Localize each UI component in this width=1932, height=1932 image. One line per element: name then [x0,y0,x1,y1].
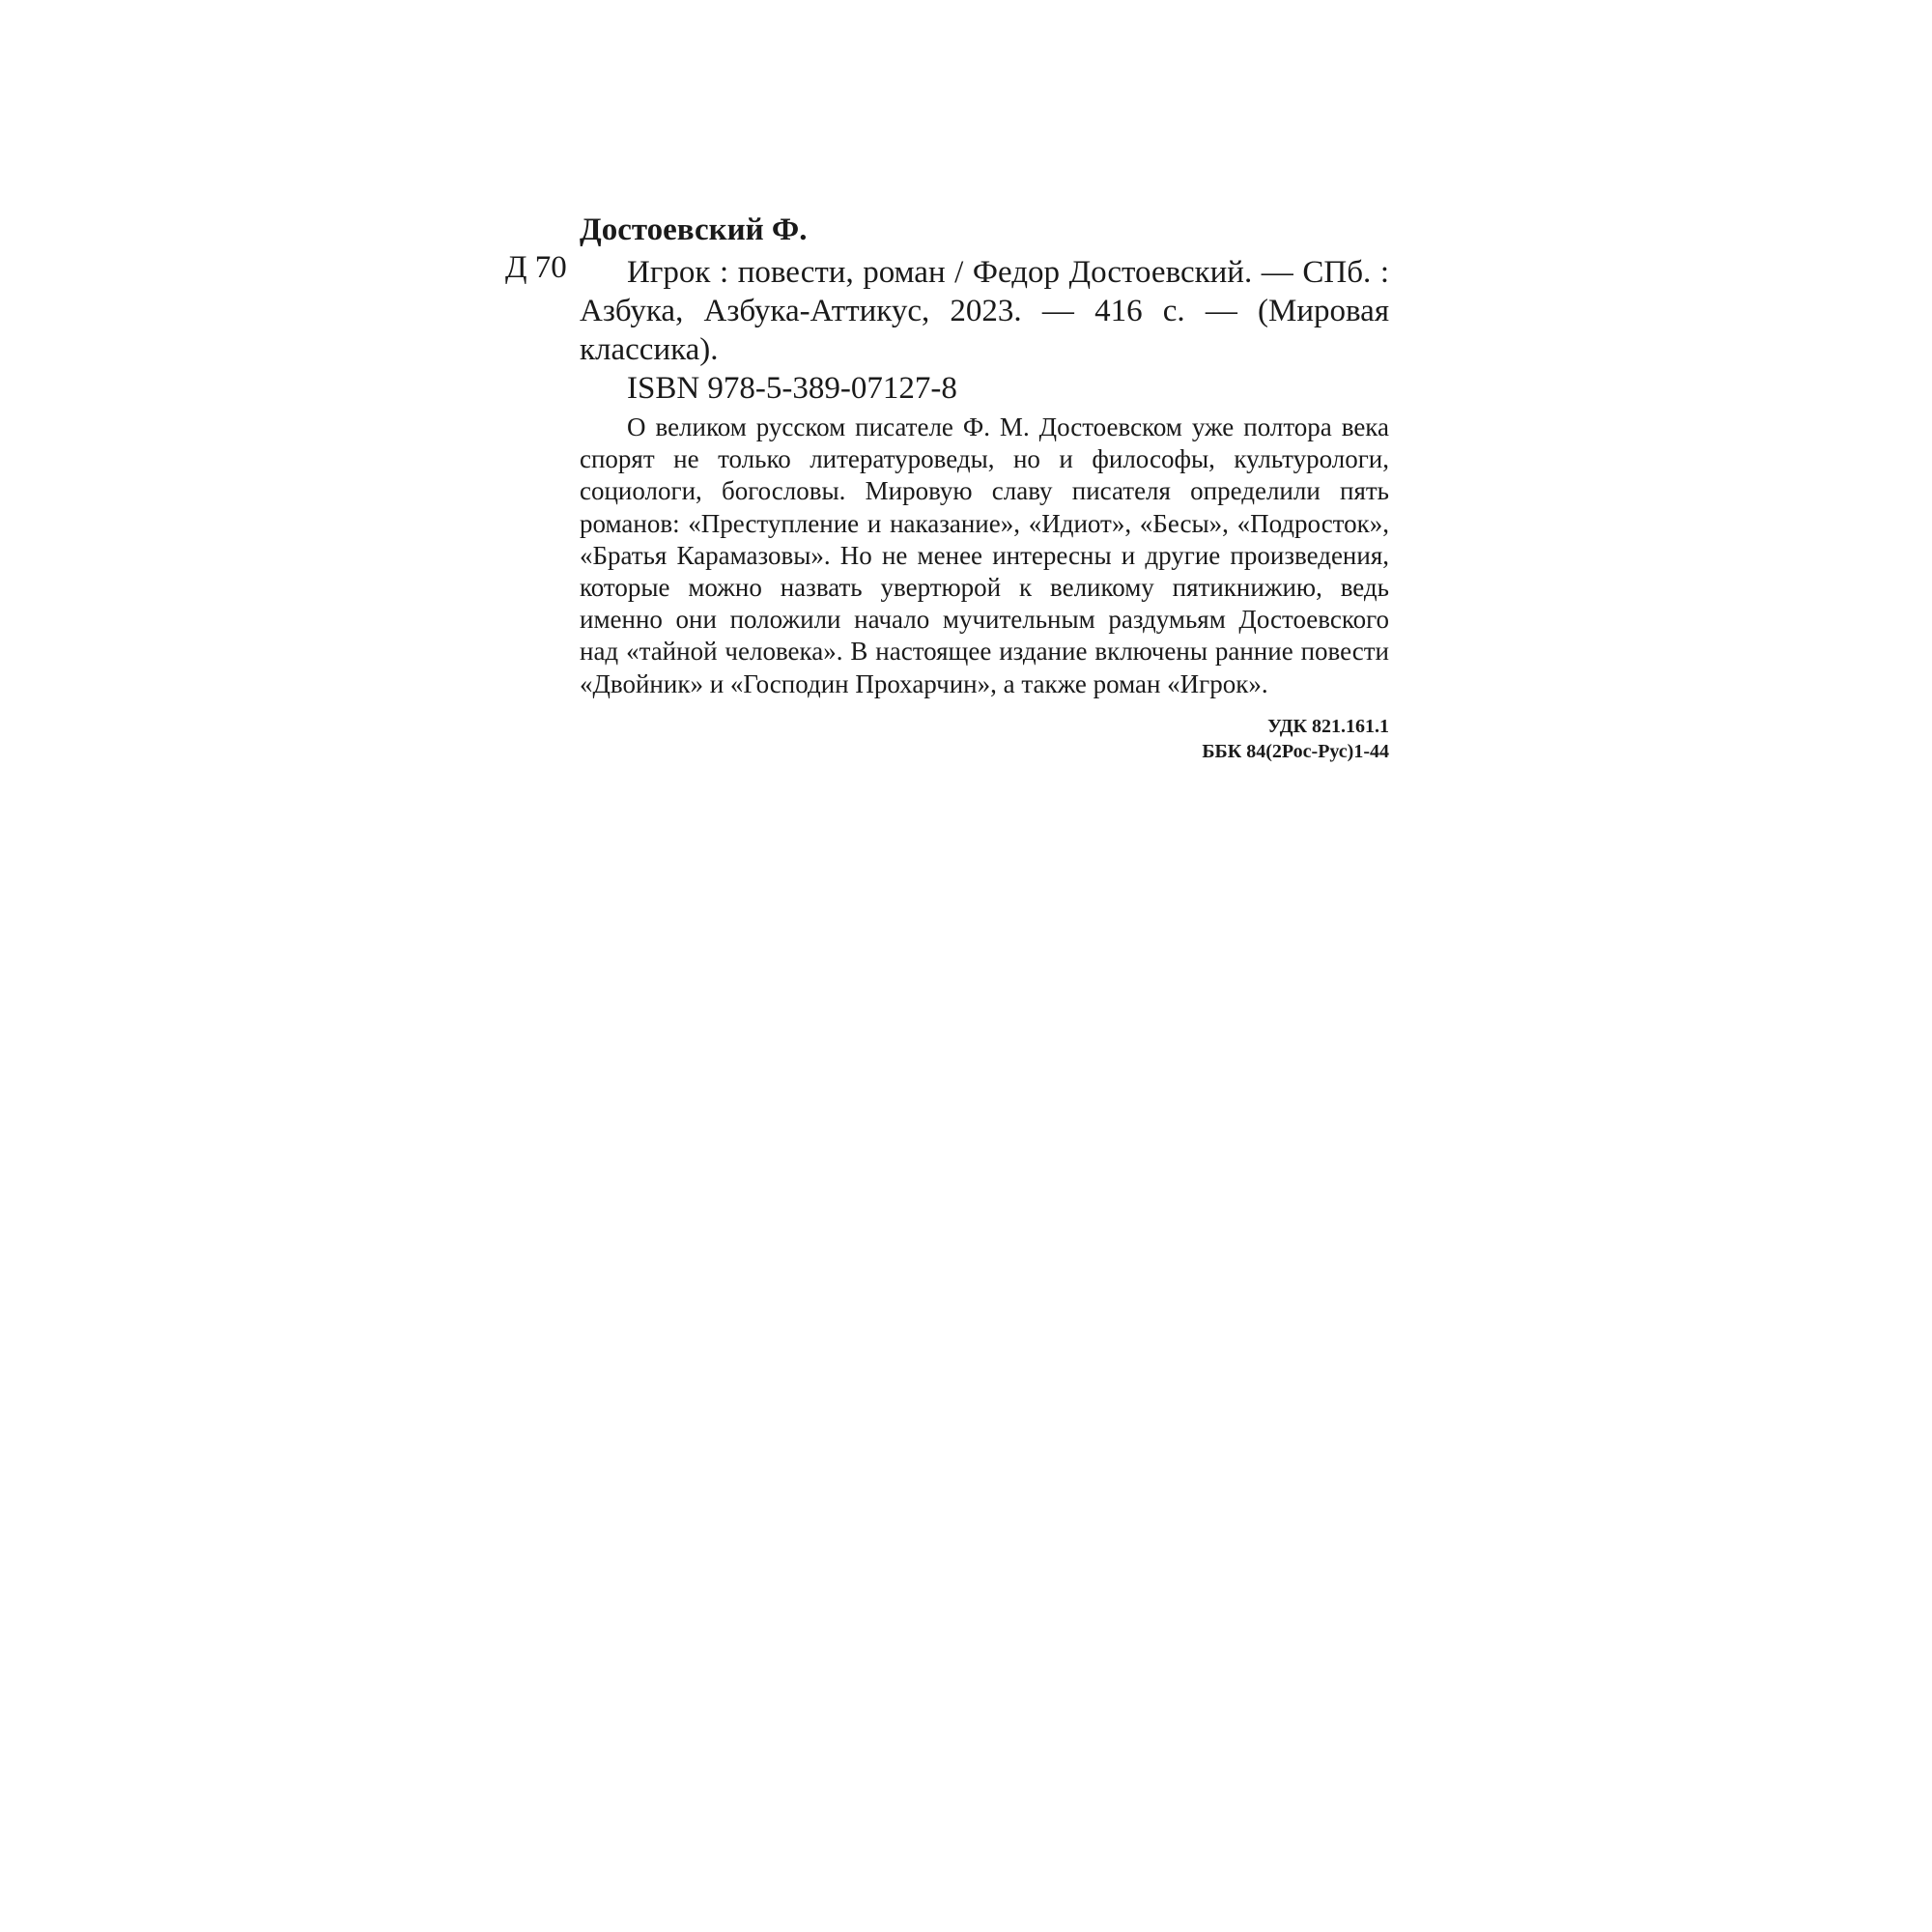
library-code: Д 70 [505,250,567,285]
udk-code: УДК 821.161.1 [1267,715,1389,737]
classification-block [580,714,1389,764]
annotation-paragraph: О великом русском писателе Ф. М. Достоевском уже полтора века спорят не только литературоведы, но и философы, культурологи, социологи, богословы. Мировую славу писателя определили пять романов: «Преступление и наказание», «Идиот», «Бесы», «Подросток», «Братья Карамазовы». Но не менее интересны и другие произведения, которые можно назвать увертюрой к великому пятикнижию, ведь именно они положили начало мучительным раздумьям Достоевского над «тайной человека». В настоящее издание включены ранние повести «Двойник» и «Господин Прохарчин», а также роман «Игрок». [580,412,1389,698]
bbk-code: ББК 84(2Рос-Рус)1-44 [1202,740,1389,762]
catalog-card [580,211,1389,764]
isbn: ISBN 978-5-389-07127-8 [627,371,957,406]
author-heading: Достоевский Ф. [580,213,808,247]
bibliographic-description: Игрок : повести, роман / Федор Достоевский. — СПб. : Азбука, Азбука-Аттикус, 2023. — 416 с. — (Мировая классика). [580,255,1389,367]
